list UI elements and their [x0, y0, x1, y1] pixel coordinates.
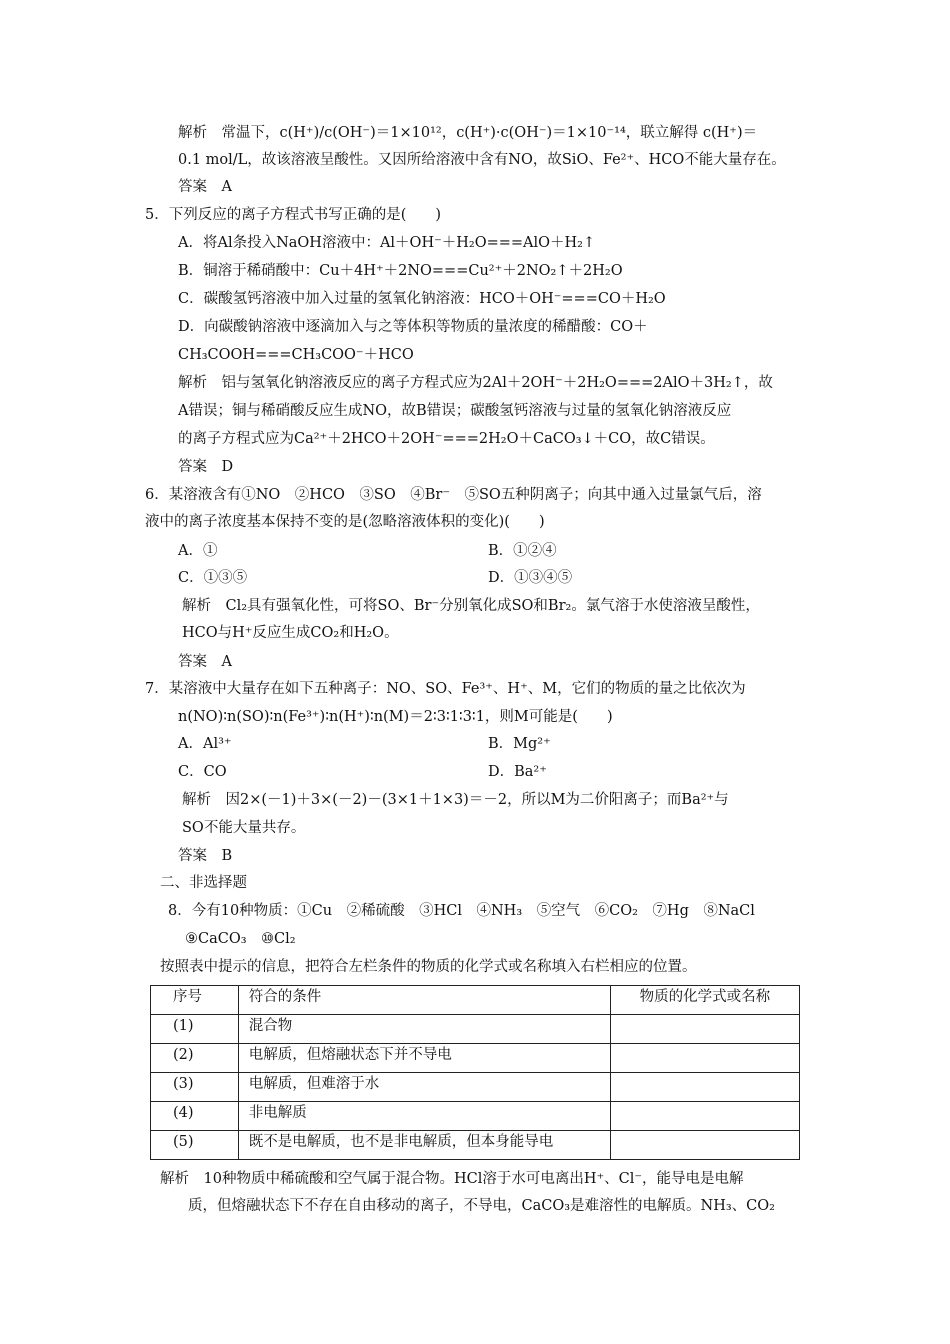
- table-cell: (5): [151, 1131, 239, 1160]
- table-header: 物质的化学式或名称: [610, 986, 799, 1015]
- text-line: CH₃COOH===CH₃COO⁻＋HCO: [178, 347, 414, 363]
- text-line: 0.1 mol/L，故该溶液呈酸性。又因所给溶液中含有NO，故SiO、Fe²⁺、HCO不能大量存在。: [178, 152, 786, 168]
- table-cell: (3): [151, 1073, 239, 1102]
- table-cell: 既不是电解质，也不是非电解质，但本身能导电: [238, 1131, 610, 1160]
- option-line: C．CO: [178, 764, 227, 780]
- text-line: SO不能大量共存。: [182, 820, 306, 836]
- text-line: 解析 因2×(－1)＋3×(－2)－(3×1＋1×3)＝－2，所以M为二价阳离子；而Ba²⁺与: [182, 792, 729, 808]
- text-line: 解析 Cl₂具有强氧化性，可将SO、Br⁻分别氧化成SO和Br₂。氯气溶于水使溶液呈酸性，: [182, 598, 760, 614]
- text-line: 解析 铝与氢氧化钠溶液反应的离子方程式应为2Al＋2OH⁻＋2H₂O===2AlO＋3H₂↑，故: [178, 375, 773, 391]
- question-8-title: 8．今有10种物质：①Cu ②稀硫酸 ③HCl ④NH₃ ⑤空气 ⑥CO₂ ⑦Hg ⑧NaCl: [168, 903, 755, 919]
- table-cell: 混合物: [238, 1015, 610, 1044]
- text-line: HCO与H⁺反应生成CO₂和H₂O。: [182, 625, 399, 641]
- table-cell: [610, 1044, 799, 1073]
- text-line: 答案 A: [178, 654, 232, 670]
- option-line: C．碳酸氢钙溶液中加入过量的氢氧化钠溶液：HCO＋OH⁻===CO＋H₂O: [178, 291, 666, 307]
- table-cell: 电解质，但熔融状态下并不导电: [238, 1044, 610, 1073]
- option-line: B．铜溶于稀硝酸中：Cu＋4H⁺＋2NO===Cu²⁺＋2NO₂↑＋2H₂O: [178, 263, 623, 279]
- option-line: D．Ba²⁺: [488, 764, 547, 780]
- option-line: D．①③④⑤: [488, 570, 573, 586]
- option-line: B．①②④: [488, 543, 557, 559]
- table-row: [151, 1073, 800, 1102]
- table-row: [151, 1044, 800, 1073]
- question-5-title: 5．下列反应的离子方程式书写正确的是( ): [145, 207, 442, 223]
- option-line: B．Mg²⁺: [488, 736, 551, 752]
- question-7-title: 7．某溶液中大量存在如下五种离子：NO、SO、Fe³⁺、H⁺、M，它们的物质的量之比依次为: [145, 681, 746, 697]
- option-line: C．①③⑤: [178, 570, 248, 586]
- text-line: 质，但熔融状态下不存在自由移动的离子，不导电，CaCO₃是难溶性的电解质。NH₃、CO₂: [188, 1198, 775, 1214]
- text-line: 的离子方程式应为Ca²⁺＋2HCO＋2OH⁻===2H₂O＋CaCO₃↓＋CO，故C错误。: [178, 431, 715, 447]
- table-row: [151, 1015, 800, 1044]
- text-line: A错误；铜与稀硝酸反应生成NO，故B错误；碳酸氢钙溶液与过量的氢氧化钠溶液反应: [178, 403, 732, 419]
- table-cell: [610, 1015, 799, 1044]
- text-line: 解析 10种物质中稀硫酸和空气属于混合物。HCl溶于水可电离出H⁺、Cl⁻，能导电是电解: [160, 1171, 744, 1187]
- text-line: 答案 A: [178, 179, 232, 195]
- text-line: 液中的离子浓度基本保持不变的是(忽略溶液体积的变化)( ): [145, 514, 545, 530]
- answer-table: [150, 985, 800, 1160]
- text-line: 解析 常温下，c(H⁺)/c(OH⁻)＝1×10¹²，c(H⁺)·c(OH⁻)＝1×10⁻¹⁴，联立解得 c(H⁺)＝: [178, 125, 758, 141]
- table-header-row: [151, 986, 800, 1015]
- table-header: 序号: [151, 986, 239, 1015]
- option-line: A．①: [178, 543, 218, 559]
- table-cell: (4): [151, 1102, 239, 1131]
- table-cell: (2): [151, 1044, 239, 1073]
- option-line: A．Al³⁺: [178, 736, 232, 752]
- table-cell: (1): [151, 1015, 239, 1044]
- option-line: A．将Al条投入NaOH溶液中：Al＋OH⁻＋H₂O===AlO＋H₂↑: [178, 235, 596, 251]
- text-line: 按照表中提示的信息，把符合左栏条件的物质的化学式或名称填入右栏相应的位置。: [160, 959, 697, 975]
- text-line: 答案 D: [178, 459, 234, 475]
- table-row: [151, 1102, 800, 1131]
- table-cell: [610, 1073, 799, 1102]
- table-row: [151, 1131, 800, 1160]
- table-cell: 非电解质: [238, 1102, 610, 1131]
- text-line: 答案 B: [178, 848, 233, 864]
- table-header: 符合的条件: [238, 986, 610, 1015]
- question-6-title: 6．某溶液含有①NO ②HCO ③SO ④Br⁻ ⑤SO五种阴离子；向其中通入过量氯气后，溶: [145, 487, 762, 503]
- text-line: n(NO)∶n(SO)∶n(Fe³⁺)∶n(H⁺)∶n(M)＝2∶3∶1∶3∶1，则M可能是( ): [178, 709, 613, 725]
- table-cell: [610, 1102, 799, 1131]
- section-heading: 二、非选择题: [160, 875, 247, 891]
- text-line: ⑨CaCO₃ ⑩Cl₂: [185, 931, 296, 947]
- table-cell: 电解质，但难溶于水: [238, 1073, 610, 1102]
- table-cell: [610, 1131, 799, 1160]
- option-line: D．向碳酸钠溶液中逐滴加入与之等体积等物质的量浓度的稀醋酸：CO＋: [178, 319, 648, 335]
